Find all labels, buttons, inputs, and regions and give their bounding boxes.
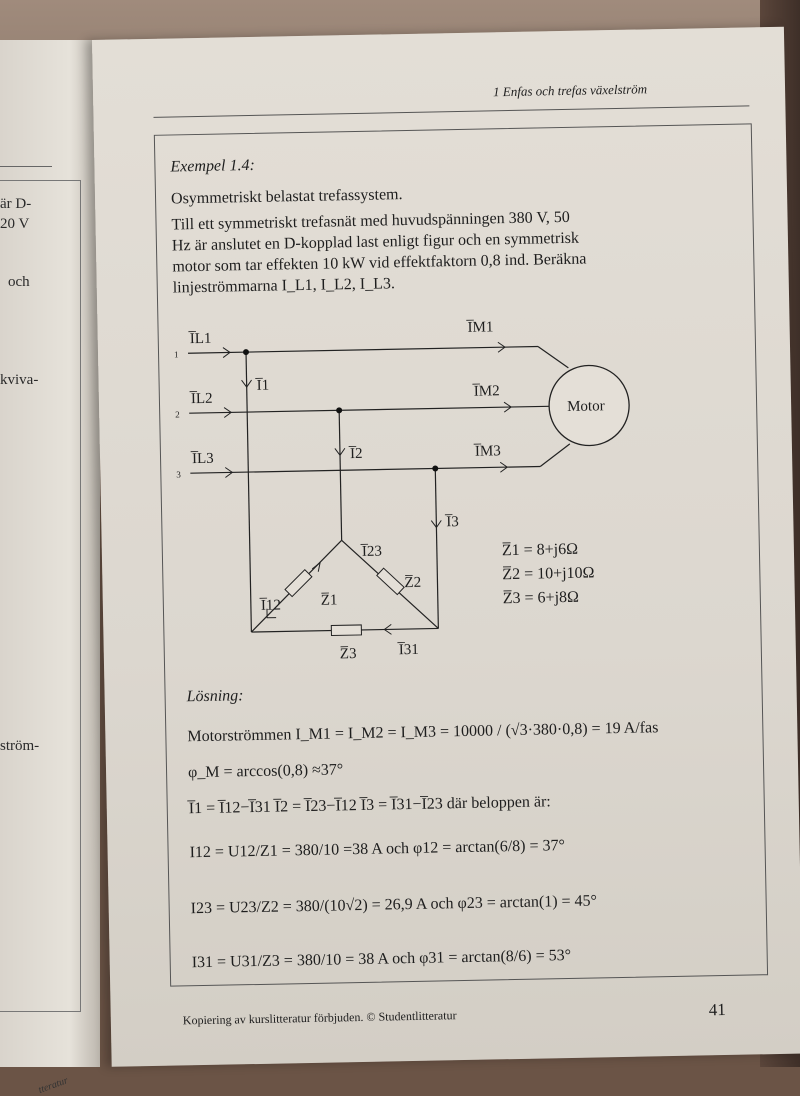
current-label: I̅23	[361, 543, 383, 560]
current-label: I̅M3	[474, 443, 501, 460]
solution-line: I̅1 = I̅12−I̅31 I̅2 = I̅23−I̅12 I̅3 = I̅31−I̅23 där beloppen är:	[188, 793, 551, 818]
header-rule	[153, 105, 749, 117]
impedance-label: Z̅1	[320, 592, 338, 609]
impedance-value: Z̅1 = 8+j6Ω	[501, 540, 579, 560]
impedance-label: Z̅2	[404, 574, 422, 592]
left-spine-text: tteratur	[37, 1075, 70, 1096]
line-number: 2	[175, 409, 180, 420]
left-fragment: är D-	[0, 196, 32, 212]
impedance-value: Z̅3 = 6+j8Ω	[502, 588, 580, 608]
line-number: 3	[176, 469, 181, 480]
page-number: 41	[708, 1000, 726, 1020]
current-label: I̅L2	[190, 390, 213, 408]
solution-line: I31 = U31/Z3 = 380/10 = 38 A och φ31 = arctan(8/6) = 53°	[191, 946, 572, 972]
example-body-line: Till ett symmetriskt trefasnät med huvudspänningen 380 V, 50	[171, 208, 571, 234]
solution-line: Motorströmmen I_M1 = I_M2 = I_M3 = 10000 / (√3·380·0,8) = 19 A/fas	[187, 719, 659, 746]
left-fragment: kviva-	[0, 372, 39, 388]
example-body-line: linjeströmmarna I_L1, I_L2, I_L3.	[172, 275, 396, 297]
solution-line: I23 = U23/Z2 = 380/(10√2) = 26,9 A och φ23 = arctan(1) = 45°	[190, 892, 598, 918]
solution-heading: Lösning:	[186, 687, 244, 706]
node	[432, 465, 438, 471]
left-fragment: ström-	[0, 738, 40, 754]
example-body-line: motor som tar effekten 10 kW vid effektfaktorn 0,8 ind. Beräkna	[172, 250, 587, 276]
left-page-rule	[0, 166, 52, 167]
current-label: I̅3	[446, 514, 459, 531]
book-page	[92, 27, 800, 1067]
current-label: I̅1	[256, 377, 270, 394]
solution-line: I12 = U12/Z1 = 380/10 =38 A och φ12 = arctan(6/8) = 37°	[189, 837, 566, 862]
current-label: I̅31	[398, 641, 419, 659]
impedance-z2	[377, 568, 404, 594]
line-number: 1	[173, 349, 179, 360]
current-label: I̅L3	[191, 450, 214, 468]
current-label: I̅M2	[473, 383, 500, 400]
node	[336, 407, 342, 413]
solution-line: φ_M = arccos(0,8) ≈37°	[187, 761, 344, 782]
left-page	[0, 40, 100, 1096]
current-label: I̅L1	[189, 330, 212, 348]
current-label: I̅M1	[467, 319, 494, 336]
node	[243, 349, 249, 355]
impedance-z1	[285, 570, 312, 597]
example-title: Exempel 1.4:	[170, 156, 256, 176]
footer-copyright: Kopiering av kurslitteratur förbjuden. © Studentlitteratur	[182, 1008, 457, 1028]
running-header: 1 Enfas och trefas växelström	[492, 81, 648, 100]
arrow-icon	[312, 563, 320, 572]
impedance-z3	[331, 625, 361, 636]
left-fragment: 20 V	[0, 216, 30, 232]
current-label: I̅2	[349, 445, 363, 463]
circuit-diagram	[167, 284, 694, 664]
impedance-label: Z̅3	[339, 646, 357, 663]
example-subtitle: Osymmetriskt belastat trefassystem.	[170, 186, 403, 208]
left-page-frame	[0, 180, 81, 1012]
left-fragment: och	[8, 274, 30, 290]
motor-label: Motor	[566, 398, 605, 415]
current-label: I̅12	[260, 597, 282, 614]
impedance-value: Z̅2 = 10+j10Ω	[502, 564, 595, 584]
example-body-line: Hz är anslutet en D-kopplad last enligt figur och en symmetrisk	[171, 229, 580, 255]
